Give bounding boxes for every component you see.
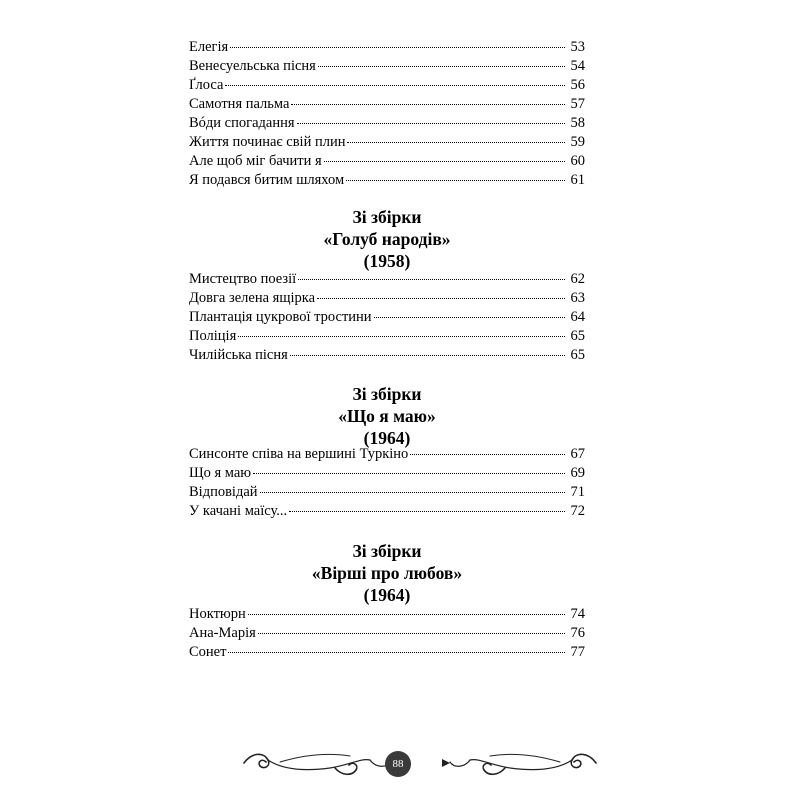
toc-entry-title: Сонет	[189, 644, 227, 660]
toc-entry-title: Елегія	[189, 39, 229, 55]
toc-entry-title: Ґлоса	[189, 77, 224, 93]
dot-leader	[374, 317, 565, 318]
toc-entry[interactable]	[189, 171, 585, 190]
toc-entry[interactable]	[189, 605, 585, 624]
toc-entry[interactable]	[189, 57, 585, 76]
toc-entry-page: 53	[570, 39, 585, 55]
toc-entry[interactable]	[189, 346, 585, 365]
section-heading-title: «Голуб народів»	[323, 229, 451, 249]
toc-entry[interactable]	[189, 114, 585, 133]
toc-entry-title: Мистецтво поезії	[189, 271, 297, 287]
toc-entry-title: Венесуельська пісня	[189, 58, 316, 74]
footer-ornament	[240, 738, 600, 788]
section-heading	[189, 383, 585, 449]
dot-leader	[230, 47, 565, 48]
dot-leader	[346, 180, 565, 181]
toc-entry[interactable]	[189, 270, 585, 289]
toc-entry[interactable]	[189, 445, 585, 464]
section-heading-title: «Що я маю»	[338, 406, 436, 426]
toc-group-2	[189, 270, 585, 365]
dot-leader	[260, 492, 565, 493]
toc-entry[interactable]	[189, 95, 585, 114]
dot-leader	[410, 454, 565, 455]
toc-entry[interactable]	[189, 483, 585, 502]
toc-entry-title: Синсонте співа на вершині Туркіно	[189, 446, 409, 462]
toc-entry[interactable]	[189, 289, 585, 308]
toc-entry-title: У качані маїсу...	[189, 503, 288, 519]
toc-entry-page: 72	[570, 503, 585, 519]
toc-entry-title: Але щоб міг бачити я	[189, 153, 322, 169]
toc-entry-title: Вóди спогадання	[189, 115, 295, 131]
dot-leader	[290, 355, 565, 356]
toc-entry-title: Чилійська пісня	[189, 347, 288, 363]
toc-entry-page: 71	[570, 484, 585, 500]
toc-entry[interactable]	[189, 464, 585, 483]
section-heading-prefix: Зі збірки	[352, 384, 422, 404]
toc-entry-page: 74	[570, 606, 585, 622]
toc-entry-page: 54	[570, 58, 585, 74]
toc-entry-page: 61	[570, 172, 585, 188]
toc-entry-title: Що я маю	[189, 465, 252, 481]
toc-entry-title: Плантація цукрової тростини	[189, 309, 372, 325]
toc-entry-title: Ана-Марія	[189, 625, 256, 641]
dot-leader	[238, 336, 565, 337]
dot-leader	[225, 85, 565, 86]
toc-entry-page: 65	[570, 328, 585, 344]
toc-entry[interactable]	[189, 502, 585, 521]
toc-entry-page: 69	[570, 465, 585, 481]
toc-entry-page: 64	[570, 309, 585, 325]
toc-group-1	[189, 38, 585, 190]
dot-leader	[297, 123, 565, 124]
toc-entry-page: 76	[570, 625, 585, 641]
section-heading-year: (1964)	[363, 428, 411, 448]
toc-entry[interactable]	[189, 76, 585, 95]
dot-leader	[248, 614, 565, 615]
toc-entry-title: Ноктюрн	[189, 606, 246, 622]
section-heading	[189, 540, 585, 606]
toc-entry-title: Відповідай	[189, 484, 258, 500]
dot-leader	[317, 298, 565, 299]
toc-entry[interactable]	[189, 152, 585, 171]
dot-leader	[324, 161, 565, 162]
toc-entry-page: 56	[570, 77, 585, 93]
toc-entry[interactable]	[189, 308, 585, 327]
section-heading-prefix: Зі збірки	[352, 207, 422, 227]
toc-entry-page: 62	[570, 271, 585, 287]
toc-entry-page: 67	[570, 446, 585, 462]
page-number: 88	[385, 751, 411, 777]
dot-leader	[258, 633, 565, 634]
toc-group-4	[189, 605, 585, 662]
toc-entry-page: 59	[570, 134, 585, 150]
toc-entry-title: Поліція	[189, 328, 237, 344]
section-heading-year: (1958)	[363, 251, 411, 271]
toc-entry[interactable]	[189, 624, 585, 643]
toc-entry-page: 60	[570, 153, 585, 169]
toc-entry-title: Життя починає свій плин	[189, 134, 346, 150]
toc-entry-title: Я подався битим шляхом	[189, 172, 345, 188]
toc-entry-title: Самотня пальма	[189, 96, 290, 112]
dot-leader	[291, 104, 565, 105]
section-heading	[189, 206, 585, 272]
section-heading-title: «Вірші про любов»	[311, 563, 463, 583]
toc-entry-title: Довга зелена ящірка	[189, 290, 316, 306]
toc-entry[interactable]	[189, 133, 585, 152]
dot-leader	[228, 652, 565, 653]
section-heading-prefix: Зі збірки	[352, 541, 422, 561]
toc-entry-page: 58	[570, 115, 585, 131]
toc-entry-page: 63	[570, 290, 585, 306]
toc-entry-page: 57	[570, 96, 585, 112]
toc-group-3	[189, 445, 585, 521]
dot-leader	[289, 511, 565, 512]
toc-entry-page: 77	[570, 644, 585, 660]
toc-entry[interactable]	[189, 643, 585, 662]
section-heading-year: (1964)	[363, 585, 411, 605]
toc-entry-page: 65	[570, 347, 585, 363]
dot-leader	[318, 66, 565, 67]
dot-leader	[253, 473, 565, 474]
dot-leader	[298, 279, 565, 280]
toc-entry[interactable]	[189, 38, 585, 57]
dot-leader	[347, 142, 565, 143]
toc-entry[interactable]	[189, 327, 585, 346]
